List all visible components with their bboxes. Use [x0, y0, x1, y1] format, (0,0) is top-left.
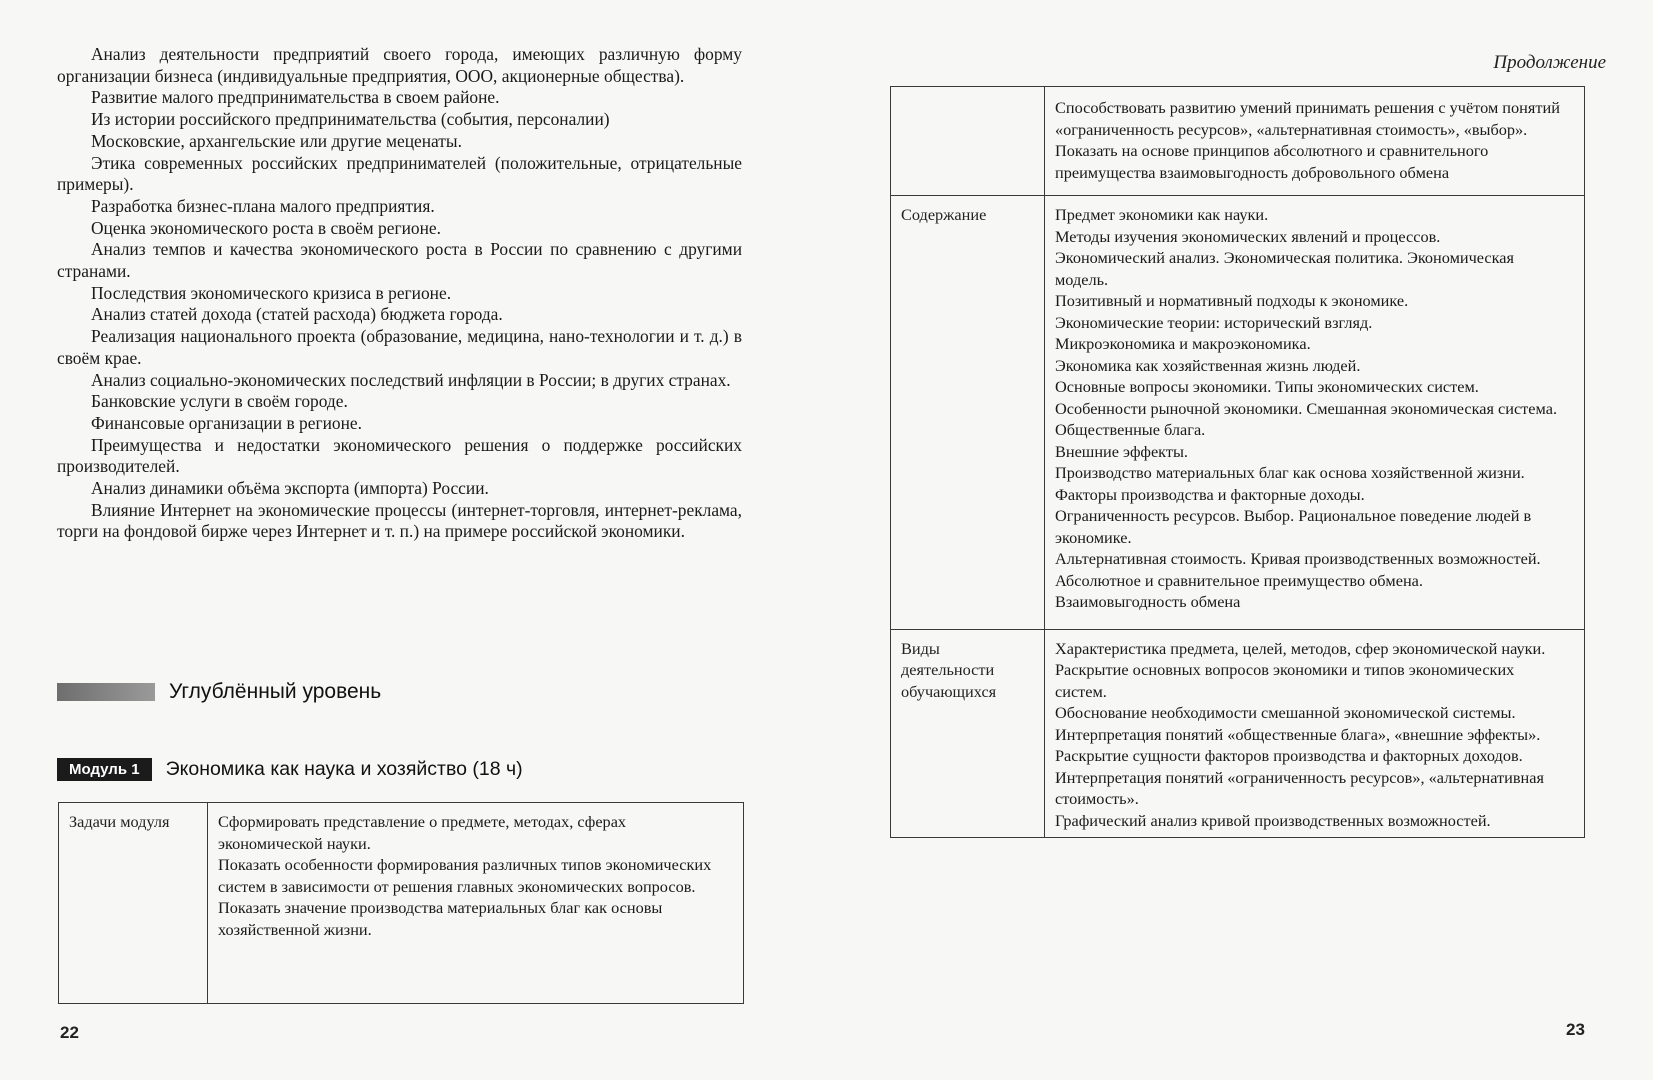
row-content [1045, 196, 1585, 630]
content-item: Внешние эффекты. [1055, 441, 1189, 461]
content-item: Общественные блага. [1055, 420, 1206, 439]
row-content [1045, 629, 1585, 838]
goal-item: Показать на основе принципов абсолютного и сравнительного преимущества взаимовыгодность добровольного обмена [1055, 141, 1489, 182]
topic-item: Финансовые организации в регионе. [91, 412, 362, 433]
topic-item: Анализ темпов и качества экономического роста в России по сравнению с другими странами. [57, 239, 742, 282]
row-content [208, 803, 744, 1004]
module-heading [57, 758, 523, 781]
page-number: 23 [1566, 1020, 1585, 1039]
goal-item: Способствовать развитию умений принимать решения с учётом понятий «ограниченность ресурсов», «альтернативная стоимость», «выбор». [1055, 98, 1560, 139]
level-heading-title: Углублённый уровень [169, 680, 382, 703]
row-label: Содержание [891, 196, 1045, 630]
activity-item: Графический анализ кривой производственных возможностей. [1055, 810, 1491, 830]
row-label [891, 87, 1045, 196]
topic-item: Развитие малого предпринимательства в своем районе. [91, 87, 500, 108]
activity-item: Обоснование необходимости смешанной экономической системы. [1055, 703, 1516, 722]
topic-item: Оценка экономического роста в своём регионе. [91, 217, 441, 238]
topic-item: Анализ социально-экономических последствий инфляции в России; в других странах. [91, 369, 731, 390]
module-badge: Модуль 1 [57, 758, 152, 781]
module-tasks-table [58, 802, 744, 1004]
topic-item: Преимущества и недостатки экономического решения о поддержке российских производителей. [57, 434, 742, 477]
content-item: Особенности рыночной экономики. Смешанная экономическая система. [1055, 398, 1558, 418]
content-item: Факторы производства и факторные доходы. [1055, 484, 1365, 504]
activity-item: Раскрытие сущности факторов производства и факторных доходов. [1055, 746, 1523, 765]
topic-item: Анализ статей дохода (статей расхода) бюджета города. [91, 304, 503, 325]
task-item: Сформировать представление о предмете, методах, сферах экономической науки. [218, 812, 627, 853]
content-item: Взаимовыгодность обмена [1055, 592, 1241, 611]
module-continuation-table [890, 86, 1585, 838]
topic-item: Разработка бизнес-плана малого предприятия. [91, 195, 435, 216]
topic-item: Последствия экономического кризиса в регионе. [91, 282, 452, 303]
table-row [59, 803, 744, 1004]
topic-item: Банковские услуги в своём городе. [91, 391, 348, 412]
activity-item: Интерпретация понятий «ограниченность ресурсов», «альтернативная стоимость». [1055, 767, 1544, 808]
activity-item: Интерпретация понятий «общественные блага», «внешние эффекты». [1055, 724, 1541, 744]
topic-item: Из истории российского предпринимательства (события, персоналии) [91, 109, 610, 130]
content-item: Основные вопросы экономики. Типы экономических систем. [1055, 377, 1479, 396]
task-item: Показать значение производства материальных благ как основы хозяйственной жизни. [218, 898, 663, 939]
table-row [891, 196, 1585, 630]
content-item: Альтернативная стоимость. Кривая производственных возможностей. Абсолютное и сравнительное преимущество обмена. [1055, 549, 1541, 590]
row-label: Виды деятельности обучающихся [891, 629, 1045, 838]
module-title: Экономика как наука и хозяйство (18 ч) [165, 758, 523, 780]
content-item: Микроэкономика и макроэкономика. [1055, 334, 1311, 353]
task-item: Показать особенности формирования различных типов экономических систем в зависимости от решения главных экономических вопросов. [218, 855, 712, 896]
content-item: Методы изучения экономических явлений и процессов. [1055, 226, 1441, 246]
project-topics-list [57, 44, 742, 543]
topic-item: Этика современных российских предпринимателей (положительные, отрицательные примеры). [57, 152, 742, 195]
content-item: Производство материальных благ как основа хозяйственной жизни. [1055, 463, 1525, 482]
right-page [826, 0, 1653, 1080]
topic-item: Московские, архангельские или другие меценаты. [91, 130, 462, 151]
activity-item: Раскрытие основных вопросов экономики и типов экономических систем. [1055, 660, 1515, 701]
table-row [891, 87, 1585, 196]
content-item: Позитивный и нормативный подходы к экономике. [1055, 291, 1409, 310]
left-page [0, 0, 826, 1080]
level-heading-bar [57, 683, 155, 701]
content-item: Предмет экономики как науки. [1055, 205, 1269, 224]
topic-item: Реализация национального проекта (образование, медицина, нано-технологии и т. д.) в своём крае. [57, 326, 742, 368]
topic-item: Влияние Интернет на экономические процессы (интернет-торговля, интернет-реклама, торги на фондовой бирже через Интернет и т. п.) на примере российской экономики. [57, 499, 742, 542]
page-number: 22 [60, 1023, 79, 1042]
content-item: Ограниченность ресурсов. Выбор. Рациональное поведение людей в экономике. [1055, 506, 1532, 547]
content-item: Экономические теории: исторический взгляд. [1055, 312, 1373, 332]
content-item: Экономика как хозяйственная жизнь людей. [1055, 355, 1361, 375]
activity-item: Характеристика предмета, целей, методов, сфер экономической науки. [1055, 638, 1546, 658]
topic-item: Анализ деятельности предприятий своего города, имеющих различную форму организации бизнеса (индивидуальные предприятия, ООО, акционерные общества). [57, 44, 742, 86]
continuation-label: Продолжение [1493, 52, 1606, 73]
row-content [1045, 87, 1585, 196]
level-heading [57, 680, 381, 704]
row-label: Задачи модуля [59, 803, 208, 1004]
content-item: Экономический анализ. Экономическая политика. Экономическая модель. [1055, 248, 1515, 289]
table-row [891, 629, 1585, 838]
topic-item: Анализ динамики объёма экспорта (импорта) России. [91, 478, 489, 499]
